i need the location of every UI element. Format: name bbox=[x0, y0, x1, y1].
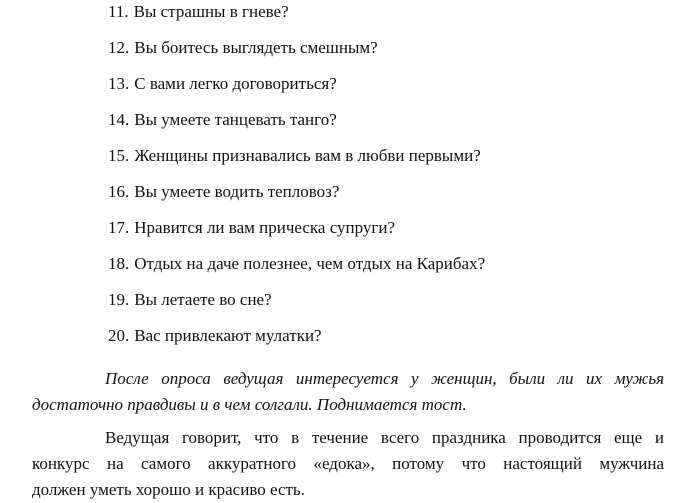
paragraph-line: После опроса ведущая интересуется у женщин, были ли их мужья bbox=[105, 369, 664, 388]
question-number: 17. bbox=[108, 218, 130, 237]
question-item bbox=[108, 218, 395, 238]
question-text: Женщины признавались вам в любви первыми? bbox=[134, 146, 481, 165]
question-item bbox=[108, 290, 272, 310]
italic-paragraph bbox=[32, 366, 664, 418]
question-text: Вы боитесь выглядеть смешным? bbox=[134, 38, 378, 57]
question-item bbox=[108, 110, 337, 130]
question-text: Отдых на даче полезнее, чем отдых на Карибах? bbox=[134, 254, 486, 273]
question-text: Вы умеете водить тепловоз? bbox=[134, 182, 340, 201]
question-number: 14. bbox=[108, 110, 130, 129]
question-number: 15. bbox=[108, 146, 130, 165]
question-text: Вы страшны в гневе? bbox=[133, 2, 289, 21]
question-number: 12. bbox=[108, 38, 130, 57]
question-item bbox=[108, 254, 485, 274]
question-item bbox=[108, 182, 339, 202]
question-number: 11. bbox=[108, 2, 129, 21]
question-item bbox=[108, 2, 289, 22]
paragraph-line: Ведущая говорит, что в течение всего праздника проводится еще и bbox=[105, 428, 664, 447]
question-number: 16. bbox=[108, 182, 130, 201]
question-number: 20. bbox=[108, 326, 130, 345]
question-item bbox=[108, 74, 337, 94]
question-item bbox=[108, 38, 378, 58]
question-text: Вы умеете танцевать танго? bbox=[134, 110, 337, 129]
question-item bbox=[108, 326, 322, 346]
question-item bbox=[108, 146, 481, 166]
question-number: 13. bbox=[108, 74, 130, 93]
question-number: 19. bbox=[108, 290, 130, 309]
question-text: Нравится ли вам прическа супруги? bbox=[134, 218, 396, 237]
question-text: Вас привлекают мулатки? bbox=[134, 326, 322, 345]
question-number: 18. bbox=[108, 254, 130, 273]
paragraph-line: должен уметь хорошо и красиво есть. bbox=[32, 480, 305, 499]
question-text: С вами легко договориться? bbox=[134, 74, 337, 93]
paragraph-line: достаточно правдивы и в чем солгали. Поднимается тост. bbox=[32, 395, 467, 414]
paragraph-line: конкурс на самого аккуратного «едока», потому что настоящий мужчина bbox=[32, 454, 664, 473]
question-text: Вы летаете во сне? bbox=[134, 290, 272, 309]
body-paragraph bbox=[32, 425, 664, 503]
